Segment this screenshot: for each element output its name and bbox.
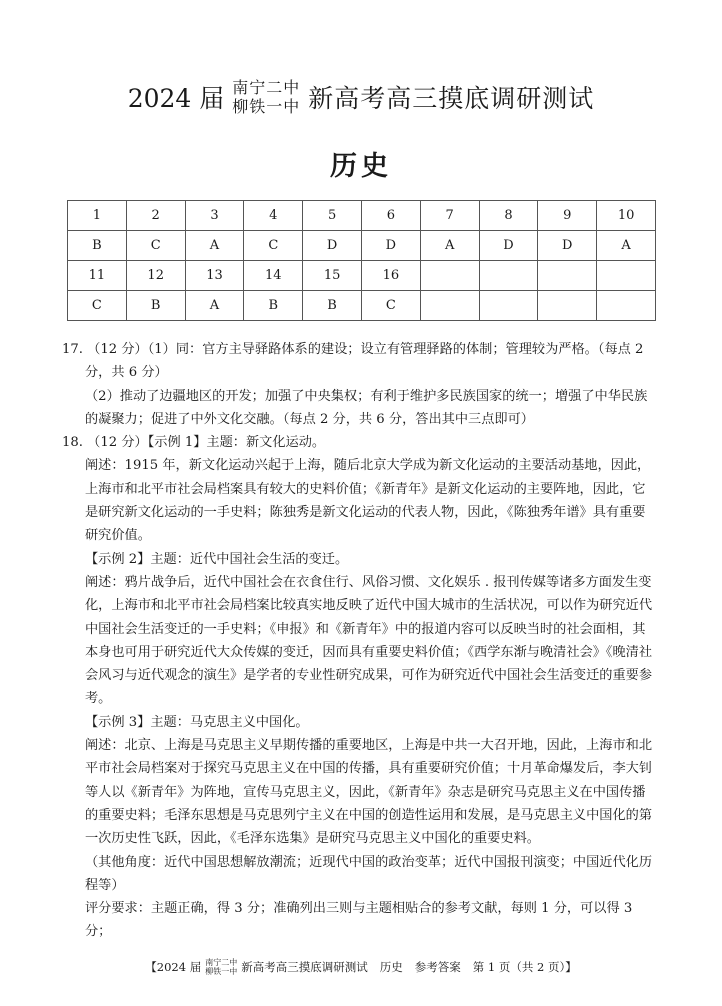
- answer-cell: A: [185, 291, 244, 321]
- header-year: 2024 届: [127, 84, 225, 113]
- q17-part2: （2）推动了边疆地区的开发；加强了中央集权；有利于维护多民族国家的统一；增强了中华民族的凝聚力；促进了中外文化交融。（每点 2 分，共 6 分，答出其中三点即可）: [85, 388, 648, 427]
- question-number-cell: 1: [68, 201, 127, 231]
- answer-cell: C: [126, 231, 185, 261]
- question-number-cell: 3: [185, 201, 244, 231]
- answer-cell: [538, 291, 597, 321]
- answer-cell: D: [479, 231, 538, 261]
- answer-body: [62, 338, 658, 944]
- answer-cell: A: [185, 231, 244, 261]
- question-number-cell: [479, 261, 538, 291]
- answer-cell: A: [597, 231, 656, 261]
- answer-cell: C: [244, 231, 303, 261]
- question-number-cell: 13: [185, 261, 244, 291]
- footer-school-2: 柳铁一中: [205, 967, 238, 976]
- question-number-cell: 8: [479, 201, 538, 231]
- question-number-cell: 9: [538, 201, 597, 231]
- question-number-cell: 11: [68, 261, 127, 291]
- question-number-cell: 5: [303, 201, 362, 231]
- answer-cell: B: [126, 291, 185, 321]
- answer-cell: D: [538, 231, 597, 261]
- header-schools: [232, 78, 300, 116]
- answer-cell: [479, 291, 538, 321]
- q17-part1: 17. （12 分）（1）同：官方主导驿路体系的建设；设立有管理驿路的体制；管理较为严格。（每点 2 分，共 6 分）: [62, 342, 644, 381]
- answer-cell: D: [361, 231, 420, 261]
- answer-cell: C: [68, 291, 127, 321]
- question-number-cell: [420, 261, 479, 291]
- header-school-2: 柳铁一中: [232, 97, 301, 116]
- q18-example1-body: 阐述：1915 年，新文化运动兴起于上海，随后北京大学成为新文化运动的主要活动基地，因此，上海市和北平市社会局档案具有较大的史料价值；《新青年》是新文化运动的主要阵地，因此，它是研究新文化运动的一手史料；陈独秀是新文化运动的代表人物，因此，《陈独秀年谱》具有重要研究价值。: [85, 458, 651, 544]
- q18-scoring: 评分要求：主题正确，得 3 分；准确列出三则与主题相贴合的参考文献，每则 1 分，可以得 3 分；: [85, 901, 633, 940]
- footer-school-1: 南宁二中: [205, 958, 238, 967]
- answer-cell: [420, 291, 479, 321]
- question-number-cell: 14: [244, 261, 303, 291]
- document-header: [0, 78, 722, 116]
- q18-other-angles: （其他角度：近代中国思想解放潮流；近现代中国的政治变革；近代中国报刊演变；中国近代化历程等）: [85, 854, 653, 893]
- question-number-row: [68, 261, 656, 291]
- answer-cell: A: [420, 231, 479, 261]
- question-number-cell: 10: [597, 201, 656, 231]
- answer-cell: C: [361, 291, 420, 321]
- question-number-cell: [597, 261, 656, 291]
- q18-example2-title: 【示例 2】主题：近代中国社会生活的变迁。: [85, 551, 349, 567]
- footer-page-number: 第 1 页（共 2 页）】: [472, 960, 577, 974]
- question-number-row: [68, 201, 656, 231]
- question-number-cell: 6: [361, 201, 420, 231]
- question-number-cell: 7: [420, 201, 479, 231]
- q18-example3-title: 【示例 3】主题：马克思主义中国化。: [85, 714, 309, 730]
- answer-cell: B: [303, 291, 362, 321]
- answer-cell: B: [68, 231, 127, 261]
- q18-example2-body: 阐述：鸦片战争后，近代中国社会在衣食住行、风俗习惯、文化娱乐 . 报刊传媒等诸多方面发生变化，上海市和北平市社会局档案比较真实地反映了近代中国大城市的生活状况，可以作为研究近代中国社会生活变迁的一手史料；《申报》和《新青年》中的报道内容可以反映当时的社会面相，其本身也可用于研究近代大众传媒的变迁，因而具有重要史料价值；《西学东渐与晚清社会》《晚清社会风习与近代观念的演生》是学者的专业性研究成果，可作为研究近代中国社会生活变迁的重要参考。: [85, 574, 653, 707]
- footer-title: 新高考高三摸底调研测试: [241, 960, 368, 974]
- answer-cell: D: [303, 231, 362, 261]
- question-number-cell: 15: [303, 261, 362, 291]
- answer-cell: B: [244, 291, 303, 321]
- question-number-cell: [538, 261, 597, 291]
- answer-row: [68, 291, 656, 321]
- footer-open: 【2024 届: [145, 960, 202, 974]
- answer-table: [67, 200, 656, 321]
- page-footer: [0, 958, 722, 976]
- subject-title: 历史: [330, 151, 392, 182]
- question-number-cell: 2: [126, 201, 185, 231]
- header-title: 新高考高三摸底调研测试: [308, 84, 595, 113]
- answer-row: [68, 231, 656, 261]
- answer-cell: [597, 291, 656, 321]
- q18-intro: 18. （12 分）【示例 1】主题：新文化运动。: [62, 435, 326, 451]
- question-number-cell: 4: [244, 201, 303, 231]
- q18-example3-body: 阐述：北京、上海是马克思主义早期传播的重要地区，上海是中共一大召开地，因此，上海市和北平市社会局档案对于探究马克思主义在中国的传播，具有重要研究价值；十月革命爆发后，李大钊等人以《新青年》为阵地，宣传马克思主义，因此，《新青年》杂志是研究马克思主义在中国传播的重要史料；毛泽东思想是马克思列宁主义在中国的创造性运用和发展，是马克思主义中国化的第一次历史性飞跃，因此，《毛泽东选集》是研究马克思主义中国化的重要史料。: [85, 738, 653, 847]
- header-school-1: 南宁二中: [232, 78, 301, 97]
- question-number-cell: 16: [361, 261, 420, 291]
- question-number-cell: 12: [126, 261, 185, 291]
- footer-doc-type: 参考答案: [414, 960, 461, 974]
- footer-subject: 历史: [379, 960, 403, 974]
- footer-schools: [205, 958, 237, 976]
